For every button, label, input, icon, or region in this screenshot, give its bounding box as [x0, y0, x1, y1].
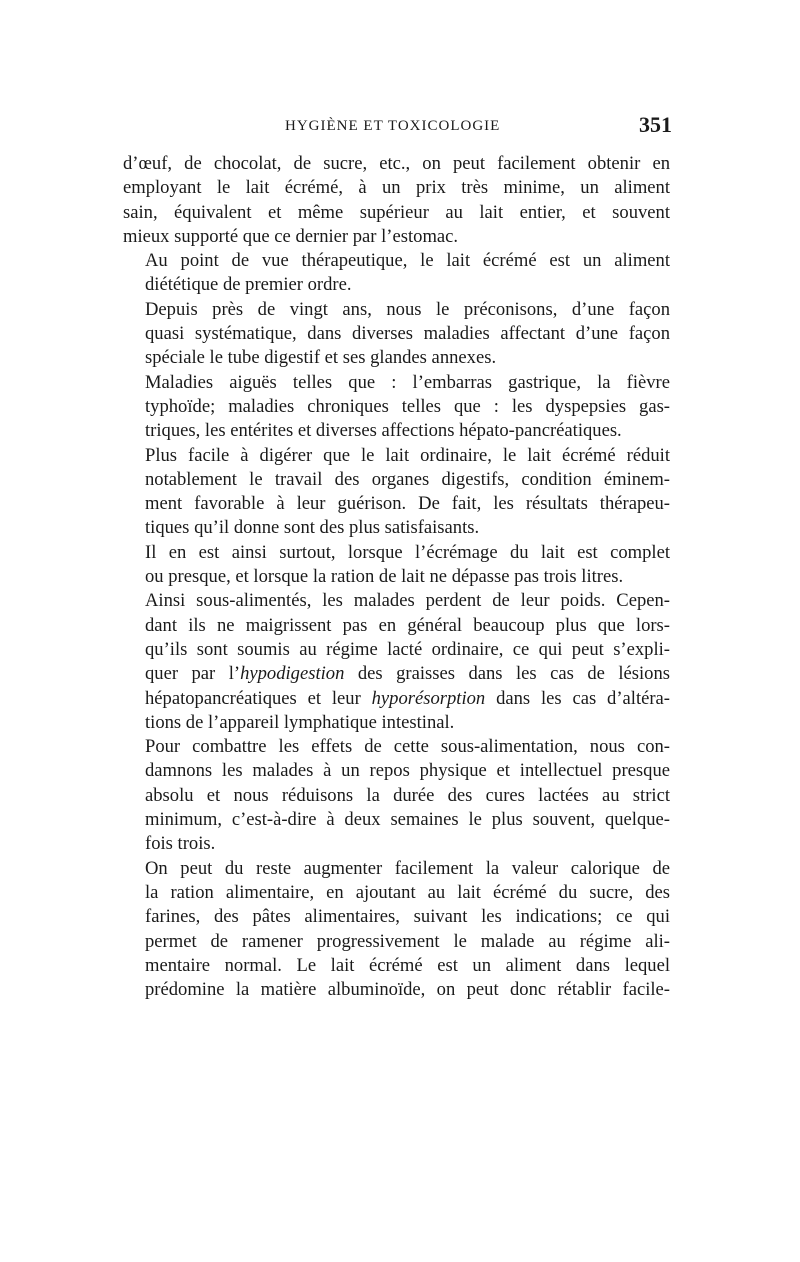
italic-term: hypodigestion	[240, 663, 345, 685]
text-line: ou presque, et lorsque la ration de lait ne dépasse pas trois litres.	[145, 566, 624, 588]
text-line: quasi systématique, dans diverses maladies affectant d’une façon	[145, 323, 670, 345]
paragraph	[123, 735, 670, 856]
paragraph	[123, 857, 670, 1003]
book-page	[123, 112, 670, 1002]
text-line: minimum, c’est-à-dire à deux semaines le plus souvent, quelque-	[145, 809, 670, 831]
text-line: tiques qu’il donne sont des plus satisfaisants.	[145, 517, 480, 539]
text-line: mieux supporté que ce dernier par l’estomac.	[123, 225, 459, 247]
text-line: Maladies aiguës telles que : l’embarras gastrique, la fièvre	[145, 371, 670, 393]
text-line: Au point de vue thérapeutique, le lait écrémé est un aliment	[145, 250, 670, 272]
text-line: sain, équivalent et même supérieur au lait entier, et souvent	[123, 201, 670, 223]
text-line: Plus facile à digérer que le lait ordinaire, le lait écrémé réduit	[145, 444, 670, 466]
paragraph	[123, 444, 670, 541]
text-line: ment favorable à leur guérison. De fait, les résultats thérapeu-	[145, 493, 670, 515]
page-number: 351	[639, 112, 672, 137]
text-line: employant le lait écrémé, à un prix très minime, un aliment	[123, 177, 670, 199]
text-line: qu’ils sont soumis au régime lacté ordinaire, ce qui peut s’expli-	[145, 638, 670, 660]
italic-term: hyporésorption	[371, 687, 486, 709]
text-line	[123, 662, 670, 686]
paragraph	[123, 298, 670, 371]
paragraph	[123, 249, 670, 298]
text-line: Depuis près de vingt ans, nous le préconisons, d’une façon	[145, 298, 670, 320]
text-line: d’œuf, de chocolat, de sucre, etc., on peut facilement obtenir en	[123, 153, 670, 174]
text-line: triques, les entérites et diverses affections hépato-pancréatiques.	[145, 420, 622, 442]
text-line: On peut du reste augmenter facilement la valeur calorique de	[145, 857, 670, 879]
text-line: permet de ramener progressivement le malade au régime ali-	[145, 930, 670, 952]
text-line: absolu et nous réduisons la durée des cures lactées au strict	[145, 784, 670, 806]
text-segment: hépatopancréatiques et leur	[145, 687, 372, 709]
body-text	[123, 152, 670, 1002]
running-head	[123, 112, 670, 140]
text-line: farines, des pâtes alimentaires, suivant les indications; ce qui	[145, 906, 670, 928]
text-line: Pour combattre les effets de cette sous-alimentation, nous con-	[145, 736, 670, 758]
text-line: Ainsi sous-alimentés, les malades perdent de leur poids. Cepen-	[145, 590, 670, 612]
text-line: notablement le travail des organes digestifs, condition éminem-	[145, 468, 670, 490]
paragraph	[123, 589, 670, 735]
text-segment: quer par l’	[145, 663, 241, 685]
text-line: dant ils ne maigrissent pas en général beaucoup plus que lors-	[145, 614, 670, 636]
text-line: spéciale le tube digestif et ses glandes annexes.	[145, 347, 497, 369]
paragraph	[123, 152, 670, 249]
text-line: mentaire normal. Le lait écrémé est un aliment dans lequel	[145, 954, 670, 976]
text-line: la ration alimentaire, en ajoutant au lait écrémé du sucre, des	[145, 881, 670, 903]
text-line: diététique de premier ordre.	[145, 274, 352, 296]
text-segment: des graisses dans les cas de lésions	[344, 663, 670, 685]
text-segment: dans les cas d’altéra-	[485, 687, 670, 709]
paragraph	[123, 541, 670, 590]
text-line: prédomine la matière albuminoïde, on peut donc rétablir facile-	[145, 979, 670, 1001]
text-line: fois trois.	[145, 833, 216, 855]
text-line: tions de l’appareil lymphatique intestinal.	[145, 711, 455, 733]
text-line: Il en est ainsi surtout, lorsque l’écrémage du lait est complet	[145, 541, 670, 563]
text-line: typhoïde; maladies chroniques telles que : les dyspepsies gas-	[145, 395, 670, 417]
paragraph	[123, 371, 670, 444]
text-line: damnons les malades à un repos physique et intellectuel presque	[145, 760, 670, 782]
text-line	[123, 687, 670, 711]
running-title: HYGIÈNE ET TOXICOLOGIE	[285, 118, 501, 134]
